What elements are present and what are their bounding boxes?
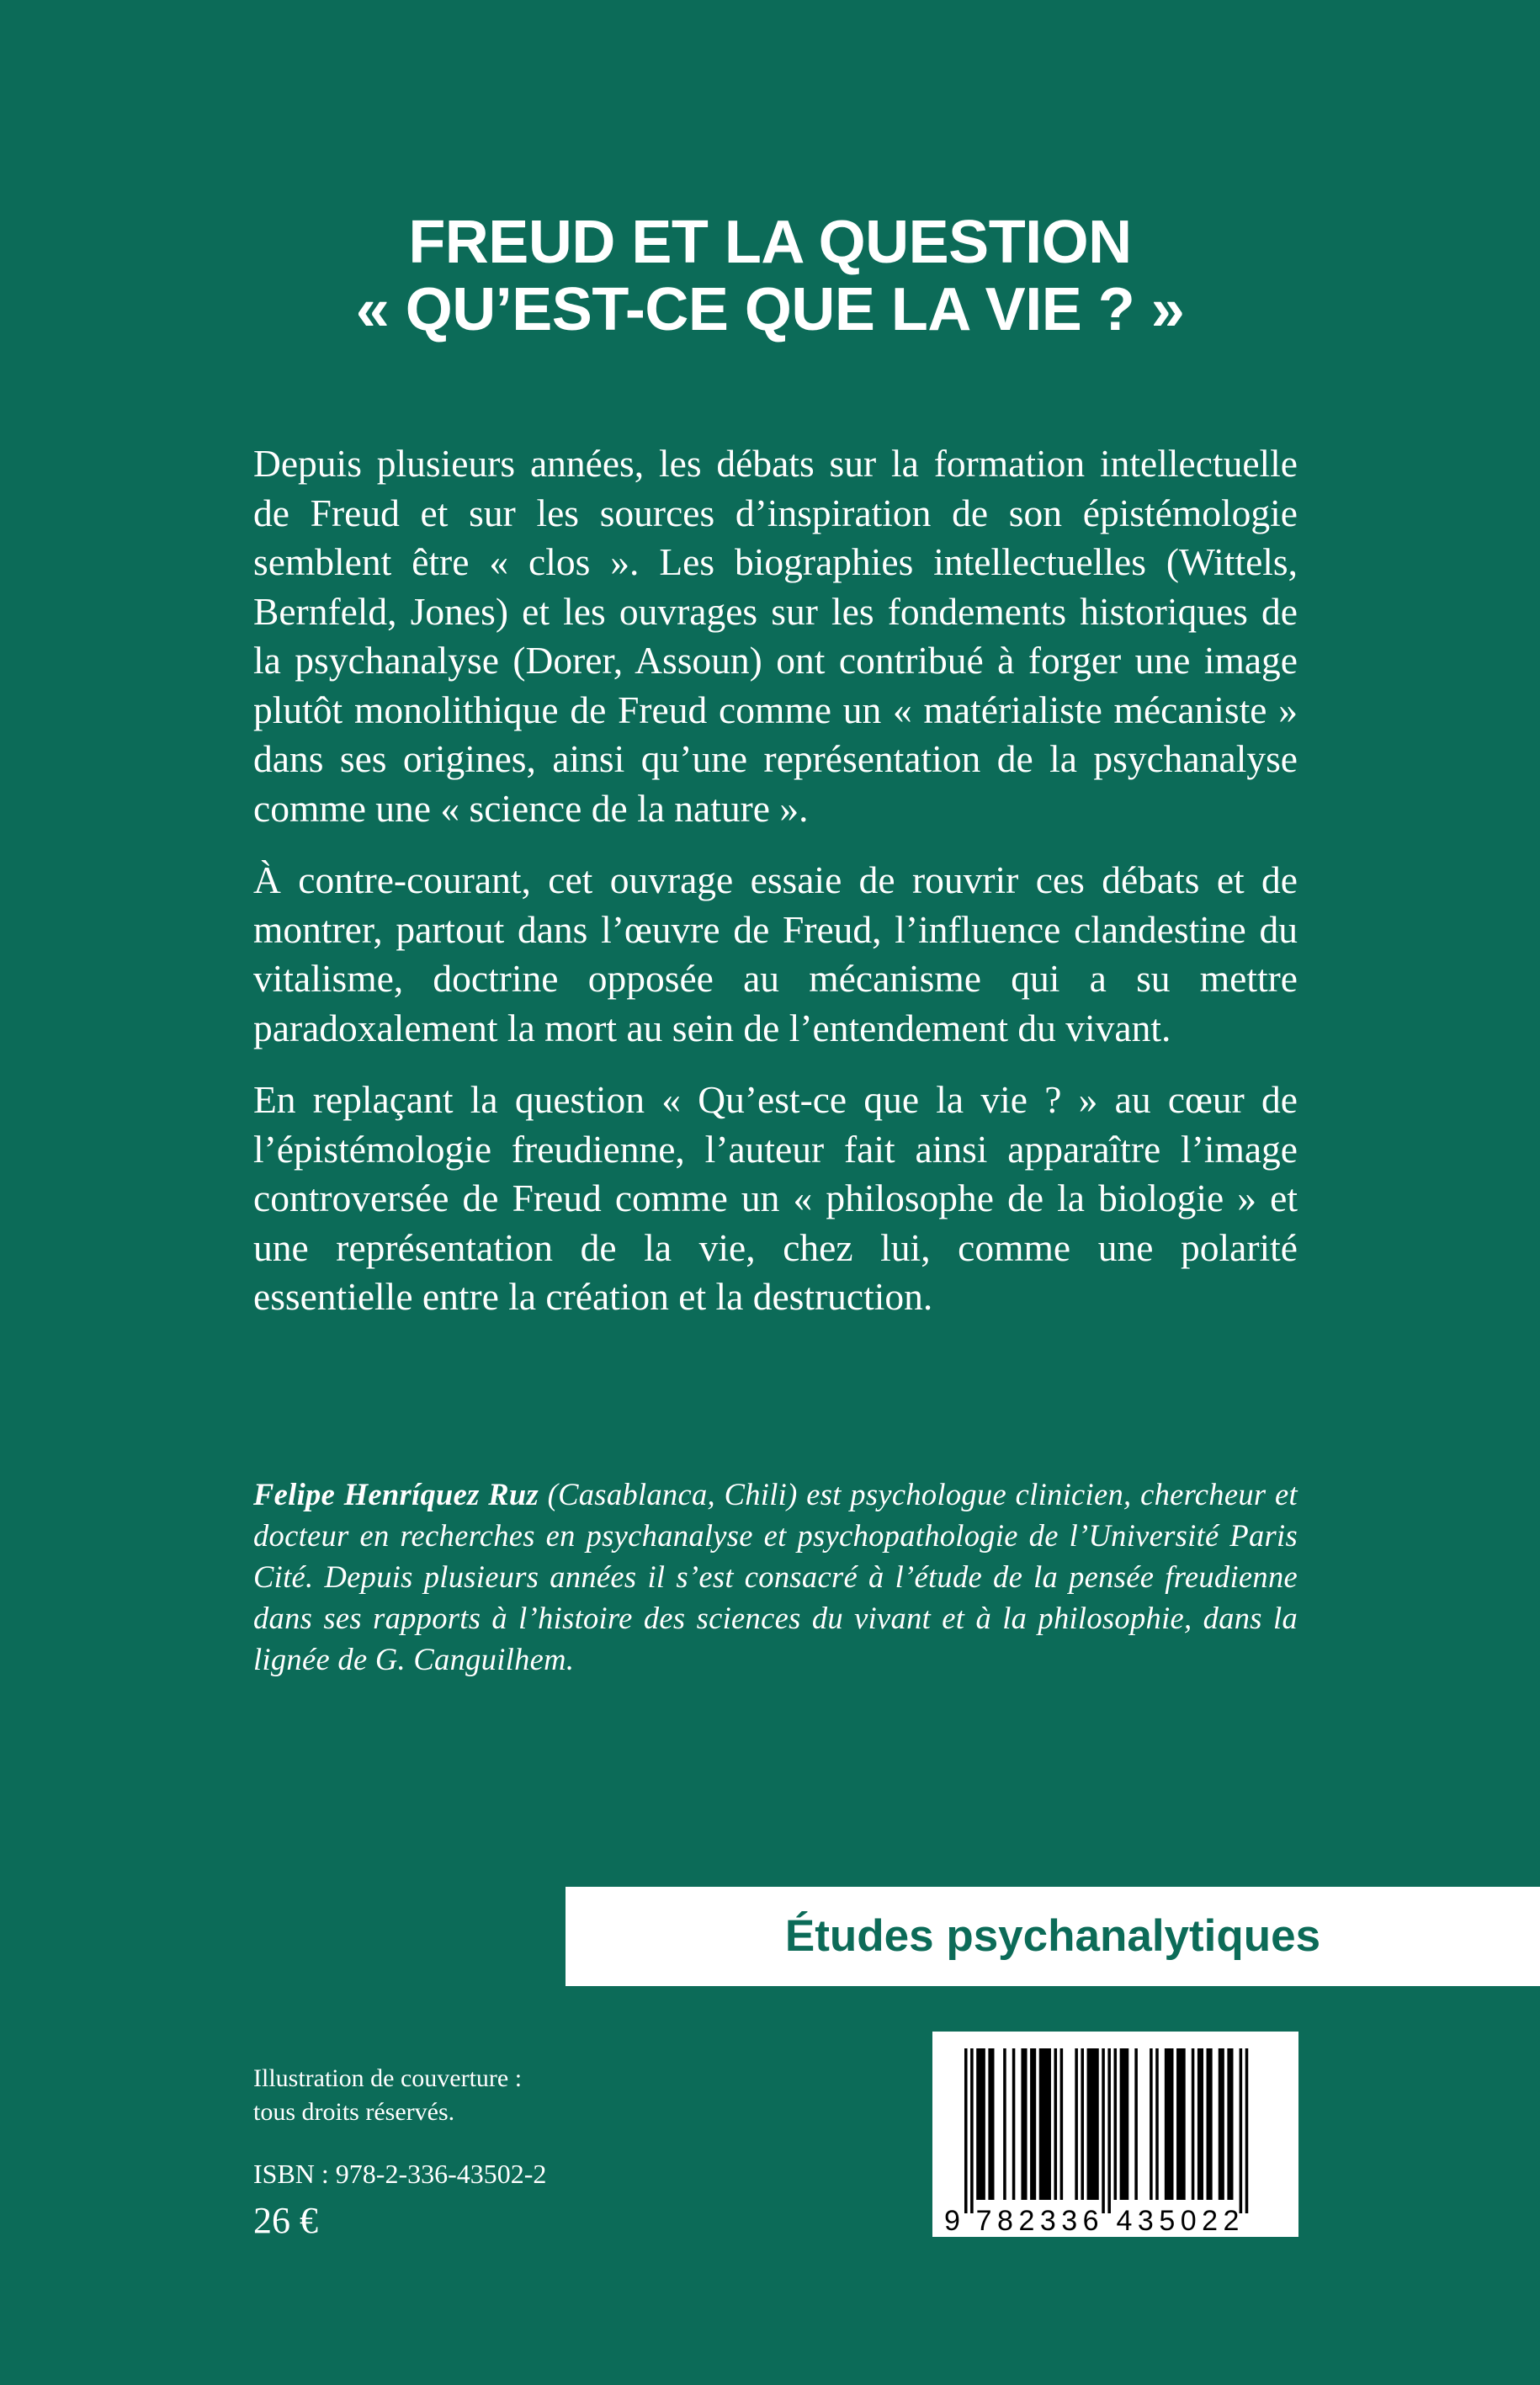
cover-credits	[253, 2062, 522, 2129]
back-cover-blurb	[253, 439, 1298, 1345]
barcode-digits-right: 435022	[1116, 2205, 1245, 2237]
barcode-bar	[970, 2048, 974, 2213]
barcode-bar	[1054, 2048, 1058, 2200]
barcode-bar	[1107, 2048, 1111, 2213]
blurb-paragraph-1: Depuis plusieurs années, les débats sur la formation intellectuelle de Freud et sur les sources d’inspiration de son épistémologie semblent être « clos ». Les biographies intellectuelles (Wittels, Bernfeld, Jones) et les ouvrages sur les fondements historiques de la psychanalyse (Dorer, Assoun) ont contribué à forger une image plutôt monolithique de Freud comme un « matérialiste mécaniste » dans ses origines, ainsi qu’une représentation de la psychanalyse comme une « science de la nature ».	[253, 442, 1298, 830]
barcode-graphic	[932, 2032, 1298, 2237]
barcode-bar	[1150, 2048, 1153, 2200]
barcode-bar	[988, 2048, 994, 2200]
book-title	[0, 209, 1540, 343]
barcode-bar	[1120, 2048, 1129, 2200]
barcode-digits-left: 782336	[975, 2205, 1105, 2237]
barcode-bar	[1176, 2048, 1186, 2200]
barcode-bar	[976, 2048, 985, 2200]
author-bio	[253, 1474, 1298, 1680]
barcode-bar	[1003, 2048, 1006, 2200]
barcode-bar	[1240, 2048, 1243, 2213]
barcode-bar	[1134, 2048, 1138, 2200]
barcode-bar	[1075, 2048, 1078, 2200]
author-bio-text: (Casablanca, Chili) est psychologue clinicien, chercheur et docteur en recherches en psychanalyse et psychopathologie de l’Université Paris Cité. Depuis plusieurs années il s’est consacré à l’étude de la pensée freudienne dans ses rapports à l’histoire des sciences du vivant et à la philosophie, dans la lignée de G. Canguilhem.	[253, 1477, 1298, 1676]
barcode-bar	[1227, 2048, 1233, 2200]
barcode-bar	[964, 2048, 968, 2213]
book-title-line-1: FREUD ET LA QUESTION	[408, 209, 1132, 276]
series-name: Études psychanalytiques	[784, 1911, 1321, 1961]
barcode-bar	[1030, 2048, 1036, 2200]
barcode-bar	[1102, 2048, 1105, 2213]
author-name: Felipe Henríquez Ruz	[253, 1477, 539, 1511]
barcode	[932, 2032, 1298, 2237]
blurb-paragraph-2: À contre-courant, cet ouvrage essaie de rouvrir ces débats et de montrer, partout dans l’œuvre de Freud, l’influence clandestine du vitalisme, doctrine opposée au mécanisme qui a su mettre paradoxalement la mort au sein de l’entendement du vivant.	[253, 858, 1298, 1049]
barcode-bar	[1021, 2048, 1027, 2200]
isbn: ISBN : 978-2-336-43502-2	[253, 2159, 547, 2189]
barcode-bar	[1087, 2048, 1099, 2200]
blurb-paragraph-3: En replaçant la question « Qu’est-ce que la vie ? » au cœur de l’épistémologie freudienne, l’auteur fait ainsi apparaître l’image controversée de Freud comme un « philosophe de la biologie » et une représentation de la vie, chez lui, comme une polarité essentielle entre la création et la destruction.	[253, 1078, 1298, 1318]
series-band	[566, 1887, 1540, 1986]
barcode-bar	[1219, 2048, 1224, 2200]
barcode-bar	[1197, 2048, 1203, 2200]
barcode-bar	[1155, 2048, 1159, 2200]
barcode-bar	[1207, 2048, 1213, 2200]
barcode-bar	[1192, 2048, 1195, 2200]
barcode-bar	[1039, 2048, 1051, 2200]
cover-credits-line-1: Illustration de couverture :	[253, 2064, 523, 2092]
barcode-bar	[1060, 2048, 1064, 2200]
price: 26 €	[253, 2200, 318, 2241]
barcode-bar	[1114, 2048, 1118, 2200]
barcode-digit-first: 9	[944, 2205, 966, 2237]
barcode-bar	[1081, 2048, 1084, 2200]
barcode-bar	[1165, 2048, 1174, 2200]
cover-credits-line-2: tous droits réservés.	[253, 2098, 455, 2126]
barcode-bar	[1245, 2048, 1249, 2213]
book-title-line-2: « QU’EST-CE QUE LA VIE ? »	[355, 276, 1185, 343]
barcode-bar	[1012, 2048, 1016, 2200]
